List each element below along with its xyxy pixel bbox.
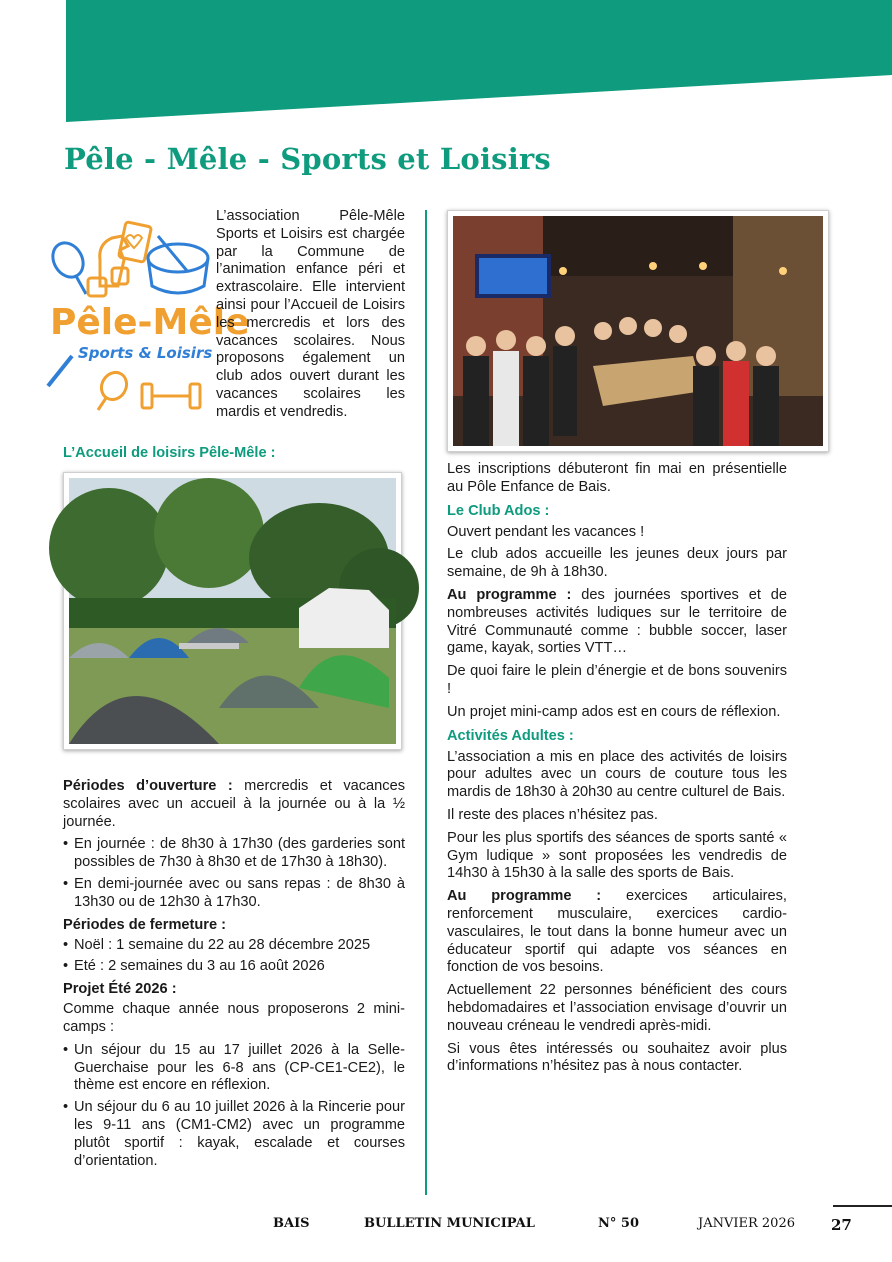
adultes-programme-paragraph: [447, 888, 787, 977]
campsite-photo: [63, 472, 402, 750]
club-programme-paragraph: [447, 587, 787, 658]
list-item: • En demi-journée avec ou sans repas : de 8h30 à 13h30 ou de 12h30 à 17h30.: [63, 876, 405, 912]
accueil-heading: L’Accueil de loisirs Pêle-Mêle :: [63, 445, 276, 461]
club-paragraph-1: Ouvert pendant les vacances !: [447, 523, 645, 540]
adultes-heading: Activités Adultes :: [447, 727, 574, 744]
list-item: • Noël : 1 semaine du 22 au 28 décembre 2025: [63, 937, 405, 955]
fermeture-heading: Périodes de fermeture :: [63, 916, 227, 933]
page-number: 27: [831, 1216, 852, 1234]
ouverture-text: mercredis et vacances scolaires avec un accueil à la journée ou à la ½ journée.: [63, 778, 405, 830]
ouverture-list: [63, 836, 405, 911]
club-paragraph-3: De quoi faire le plein d’énergie et de bons souvenirs !: [447, 663, 787, 697]
column-divider: [425, 210, 427, 1195]
top-banner: [0, 0, 892, 122]
adultes-paragraph-1: L’association a mis en place des activités de loisirs pour adultes avec un cours de couture tous les mardis de 18h30 à 20h30 au centre culturel de Bais.: [447, 748, 787, 801]
campsite-photo-image: [69, 478, 396, 744]
club-paragraph-2: Le club ados accueille les jeunes deux jours par semaine, de 9h à 18h30.: [447, 546, 787, 581]
club-ados-photo: [447, 210, 829, 452]
footer-town: BAIS: [273, 1216, 310, 1231]
projet-list: [63, 1042, 405, 1171]
fermeture-list: [63, 937, 405, 977]
adultes-paragraph-4: Actuellement 22 personnes bénéficient des cours hebdomadaires et l’association envisage d’ouvrir un nouveau créneau le vendredi après-midi.: [447, 982, 787, 1034]
club-ados-photo-image: [453, 216, 823, 446]
left-column: [50, 208, 405, 1174]
intro-paragraph: L’association Pêle-Mêle Sports et Loisirs est chargée par la Commune de l’animation enfance péri et extrascolaire. Elle intervient ainsi pour l’Accueil de Loisirs les mercredis et lors des vacances scolaires. Nous proposons également un club ados ouvert durant les vacances scolaires les mardis et vendredis.: [216, 208, 405, 420]
projet-intro: Comme chaque année nous proposerons 2 mini-camps :: [63, 1001, 405, 1035]
adultes-paragraph-5: Si vous êtes intéressés ou souhaitez avoir plus d’informations n’hésitez pas à nous contacter.: [447, 1040, 787, 1075]
footer: [0, 1216, 892, 1236]
footer-date: JANVIER 2026: [698, 1216, 795, 1231]
list-item: • Eté : 2 semaines du 3 au 16 août 2026: [63, 958, 405, 976]
pele-mele-logo-icon: [38, 216, 250, 414]
list-item: • Un séjour du 6 au 10 juillet 2026 à la Rincerie pour les 9-11 ans (CM1-CM2) avec un programme plutôt sportif : kayak, escalade et courses d’orientation.: [63, 1099, 405, 1170]
right-column: [447, 210, 787, 1081]
ouverture-paragraph: [63, 778, 405, 831]
ouverture-lead: Périodes d’ouverture :: [63, 778, 233, 794]
adultes-paragraph-2: Il reste des places n’hésitez pas.: [447, 806, 658, 823]
adultes-paragraph-3: Pour les plus sportifs des séances de sports santé « Gym ludique » sont proposées les vendredis de 14h30 à 15h30 à la salle des sports de Bais.: [447, 829, 787, 882]
adultes-programme-lead: Au programme :: [447, 888, 602, 905]
inscriptions-paragraph: Les inscriptions débuteront fin mai en présentielle au Pôle Enfance de Bais.: [447, 461, 787, 495]
projet-heading: Projet Été 2026 :: [63, 981, 177, 998]
logo-text-sub: Sports & Loisirs: [78, 344, 213, 362]
club-programme-lead: Au programme :: [447, 586, 572, 603]
club-heading: Le Club Ados :: [447, 502, 550, 519]
list-item: • Un séjour du 15 au 17 juillet 2026 à la Selle-Guerchaise pour les 6-8 ans (CP-CE1-CE2), le thème est encore en réflexion.: [63, 1042, 405, 1095]
intro-block: [50, 208, 405, 444]
footer-rule: [833, 1205, 892, 1207]
club-paragraph-4: Un projet mini-camp ados est en cours de réflexion.: [447, 703, 781, 720]
logo-text-main: Pêle-Mêle: [50, 302, 250, 343]
list-item: • En journée : de 8h30 à 17h30 (des garderies sont possibles de 7h30 à 8h30 et de 17h30 à 18h30).: [63, 836, 405, 872]
club-programme-text: des journées sportives et de nombreuses activités ludiques sur le territoire de Vitré Communauté comme : bubble soccer, laser game, kayak, sorties VTT…: [447, 586, 787, 657]
footer-bulletin: BULLETIN MUNICIPAL: [364, 1216, 535, 1231]
page-title: Pêle - Mêle - Sports et Loisirs: [64, 142, 551, 176]
adultes-programme-text: exercices articulaires, renforcement musculaire, exercices cardio-vasculaires, le tout dans la bonne humeur avec un éducateur sportif qui adapte vos séances en fonction de vos besoins.: [447, 888, 787, 976]
footer-issue: N° 50: [598, 1216, 639, 1231]
